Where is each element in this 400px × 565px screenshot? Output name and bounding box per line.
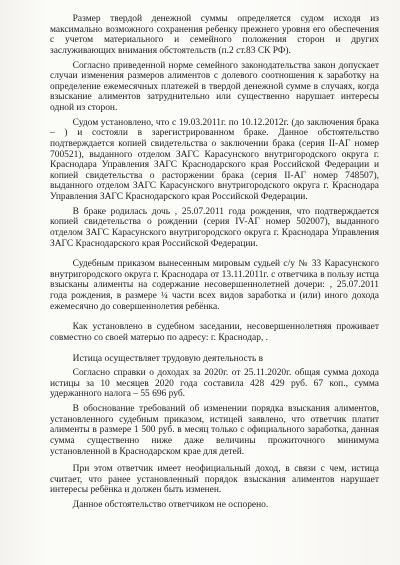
paragraph-11: Данное обстоятельство ответчиком не оспорено. [72,500,269,510]
paragraph-2: Согласно приведенной норме семейного законодательства закон допускает случаи изменения размеров алиментов с долевого соотношения к заработку на определение ежемесячных платежей в твердой денежной сумме в случаях, когда взыскание алиментов затруднительно или существенно нарушает интересы одной из сторон. [50,60,379,113]
paragraph-10: При этом ответчик имеет неофициальный доход, в связи с чем, истица считает, что ранее установленный порядок взыскания алиментов нарушает интересы ребёнка и должен быть изменен. [50,464,379,496]
paragraph-5: Судебным приказом вынесенным мировым судьей с/у № 33 Карасунского внутригородского округа г. Краснодара от 13.11.2011г. с ответчика в пользу истца взысканы алименты на содержание несовершеннолетней дочери: , 25.07.2011 года рождения, в размере ¼ части всех видов заработка и (или) иного дохода ежемесячно до совершеннолетия ребёнка. [50,259,379,312]
paragraph-7: Истица осуществляет трудовую деятельность в [72,353,264,364]
paragraph-1: Размер твердой денежной суммы определяется судом исходя из максимально возможного сохранения ребенку прежнего уровня его обеспечения с учетом материального и семейного положения сторон и других заслуживающих внимания обстоятельств (п.2 ст.83 СК РФ). [50,14,379,56]
paragraph-9: В обоснование требований об изменении порядка взыскания алиментов, установленного судебным приказом, истицей заявлено, что ответчик платит алименты в размере 1 500 руб. в месяц только с официального заработка, данная сумма существенно ниже даже величины прожиточного минимума установленной в Краснодарском крае для детей. [50,404,379,457]
paragraph-8: Согласно справки о доходах за 2020г. от 25.11.2020г. общая сумма дохода истицы за 10 месяцев 2020 года составила 428 429 руб. 67 коп., сумма удержанного налога – 55 696 руб. [50,368,379,400]
paragraph-3: Судом установлено, что с 19.03.2011г. по 10.12.2012г. (до заключения брака – ) и состояли в зарегистрированном браке. Данное обстоятельство подтверждается копией свидетельства о заключении брака (серия II-АГ номер 700521), выданного отделом ЗАГС Карасунского внутригородского округа г. Краснодара Управления ЗАГС Краснодарского края Российской Федерации и копией свидетельства о расторжении брака (серия II-АГ номер 748507), выданного отделом ЗАГС Карасунского внутригородского округа г. Краснодара Управления ЗАГС Краснодарского края Российской Федерации. [50,117,379,202]
paragraph-4: В браке родилась дочь , 25.07.2011 года рождения, что подтверждается копией свидетельства о рождении (серия IV-АГ номер 502007), выданного отделом ЗАГС Карасунского внутригородского округа г. Краснодара Управления ЗАГС Краснодарского края Российской Федерации. [50,206,379,249]
paragraph-6: Как установлено в судебном заседании, несовершеннолетняя проживает совместно со своей матерью по адресу: г. Краснодар, . [50,322,379,343]
document-body [50,14,379,511]
